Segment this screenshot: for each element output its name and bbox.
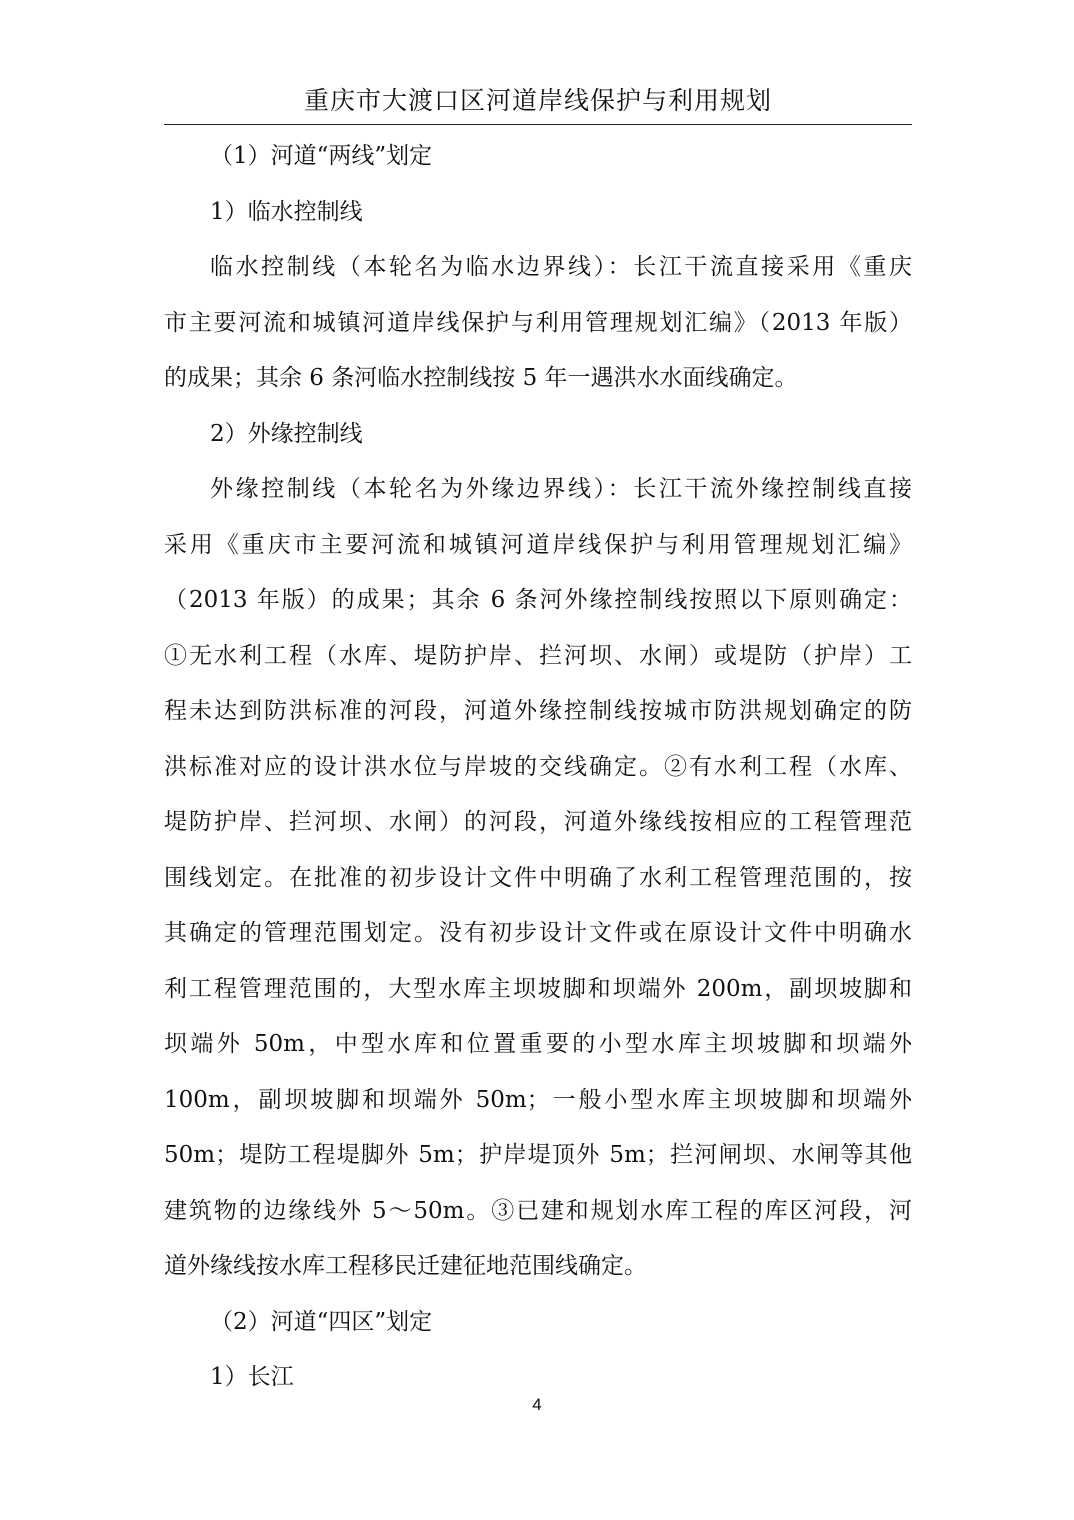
text-line: 2）外缘控制线 (210, 420, 363, 447)
text-line: ①无水利工程（水库、堤防护岸、拦河坝、水闸）或堤防（护岸）工 (164, 642, 912, 669)
text-line: 建筑物的边缘线外 5～50m。③已建和规划水库工程的库区河段，河 (164, 1197, 912, 1224)
text-line: 100m，副坝坡脚和坝端外 50m；一般小型水库主坝坡脚和坝端外 (164, 1086, 912, 1113)
text-line: 坝端外 50m，中型水库和位置重要的小型水库主坝坡脚和坝端外 (164, 1031, 912, 1057)
text-line: 临水控制线（本轮名为临水边界线）：长江干流直接采用《重庆 (210, 254, 912, 280)
text-line: 洪标准对应的设计洪水位与岸坡的交线确定。②有水利工程（水库、 (164, 753, 912, 780)
text-line: 利工程管理范围的，大型水库主坝坡脚和坝端外 200m，副坝坡脚和 (164, 975, 912, 1002)
running-header: 重庆市大渡口区河道岸线保护与利用规划 (303, 86, 772, 115)
body-text (164, 129, 912, 1406)
header-rule (164, 124, 912, 125)
text-line: （2）河道“四区”划定 (210, 1308, 433, 1335)
text-line: 50m；堤防工程堤脚外 5m；护岸堤顶外 5m；拦河闸坝、水闸等其他 (164, 1142, 912, 1168)
text-line: 其确定的管理范围划定。没有初步设计文件或在原设计文件中明确水 (164, 920, 912, 946)
page-number: 4 (532, 1395, 542, 1414)
text-line: 堤防护岸、拦河坝、水闸）的河段，河道外缘线按相应的工程管理范 (164, 809, 912, 835)
text-line: 程未达到防洪标准的河段，河道外缘控制线按城市防洪规划确定的防 (164, 698, 912, 724)
text-line: （1）河道“两线”划定 (210, 143, 433, 169)
text-line: （2013 年版）的成果；其余 6 条河外缘控制线按照以下原则确定： (164, 587, 912, 613)
text-line: 市主要河流和城镇河道岸线保护与利用管理规划汇编》（2013 年版） (164, 309, 912, 336)
text-line: 1）临水控制线 (210, 198, 363, 225)
text-line: 的成果；其余 6 条河临水控制线按 5 年一遇洪水水面线确定。 (164, 365, 798, 391)
text-line: 围线划定。在批准的初步设计文件中明确了水利工程管理范围的，按 (164, 864, 912, 891)
text-line: 采用《重庆市主要河流和城镇河道岸线保护与利用管理规划汇编》 (164, 531, 912, 558)
text-line: 1）长江 (210, 1364, 294, 1390)
text-line: 外缘控制线（本轮名为外缘边界线）：长江干流外缘控制线直接 (210, 476, 912, 502)
text-line: 道外缘线按水库工程移民迁建征地范围线确定。 (164, 1253, 647, 1279)
